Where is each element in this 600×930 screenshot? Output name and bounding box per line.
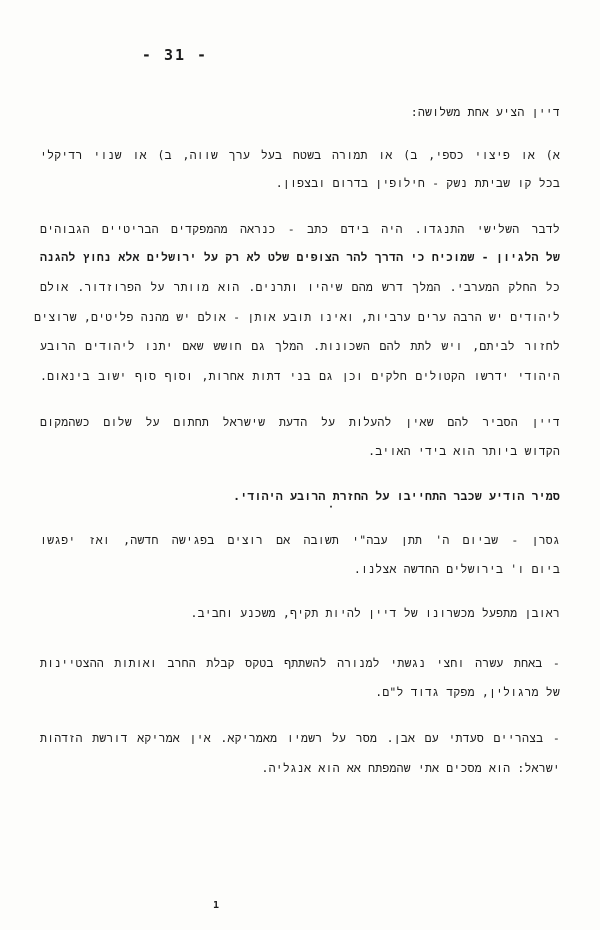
text-line-7: ליהודים יש הרבה ערים ערביות, ואינו תובע אותן - אולם יש מהנה פליטים, שרוצים	[34, 310, 560, 324]
text-line-3: בכל קו שביתת נשק - חילופין בדרום ובצפון.	[275, 176, 560, 190]
text-line-1: דיין הציע אחת משלושה:	[410, 105, 560, 119]
text-line-6: כל החלק המערבי. המלך דרש מהם שיהיו ותרנים. הוא מוותר על הפרוזדור. אולם	[40, 280, 560, 294]
footer-mark: 1	[213, 900, 220, 911]
text-line-10: דיין הסביר להם שאין להעלות על הדעת שישראל תחתום על שלום כשהמקום	[40, 415, 560, 429]
text-line-15: ראובן מתפעל מכשרונו של דיין להיות תקיף, משכנע וחביב.	[190, 606, 560, 620]
text-line-12: סמיר הודיע שכבר התחייבו על החזרת הרובע היהודי.	[233, 489, 560, 503]
text-line-19: ישראל: הוא מסכים אתי שהמפתח אא הוא אנגליה.	[261, 761, 560, 775]
text-line-11: הקדוש ביותר הוא בידי האויב.	[368, 444, 560, 458]
text-line-14: ביום ו' בירושלים החדשה אצלנו.	[353, 562, 560, 576]
text-line-16: - באחת עשרה וחצי נגשתי למנורה להשתתף בטקס קבלת החרב ואותות ההצטיינות	[40, 656, 560, 670]
text-line-18: - בצהריים סעדתי עם אבן. מסר על רשמיו מאמריקא. אין אמריקא דורשת הזדהות	[40, 731, 560, 745]
text-line-9: היהודי ידרשו הקטולים חלקים וכן גם בני דתות אחרות, וסוף סוף ישוב בינאום.	[40, 369, 560, 383]
text-line-5: של הלגיון - שמוכיח כי הדרך להר הצופים שלט לא רק על ירושלים אלא נחוץ להגנה	[40, 250, 560, 264]
text-line-17: של מרגולין, מפקד גדוד ל"ם.	[375, 685, 560, 699]
text-line-13: גסרן - שביום ה' תתן עבה"י תשובה אם רוצים בפגישה חדשה, ואז יפגשו	[40, 533, 560, 547]
text-line-8: לחזור לביתם, ויש לתת להם השכונות. המלך גם חושש שאם יתנו ליהודים הרובע	[40, 339, 560, 353]
text-line-4: לדבר השלישי התנגדו. היה בידם כתב - כנראה מהמפקדים הבריטיים הגבוהים	[40, 222, 560, 236]
stray-dot: ·	[328, 502, 335, 513]
page-number: - 31 -	[141, 46, 209, 64]
text-line-2: א) או פיצוי כספי, ב) או תמורה בשטח בעל ערך שווה, ב) או שנוי רדיקלי	[40, 148, 560, 162]
